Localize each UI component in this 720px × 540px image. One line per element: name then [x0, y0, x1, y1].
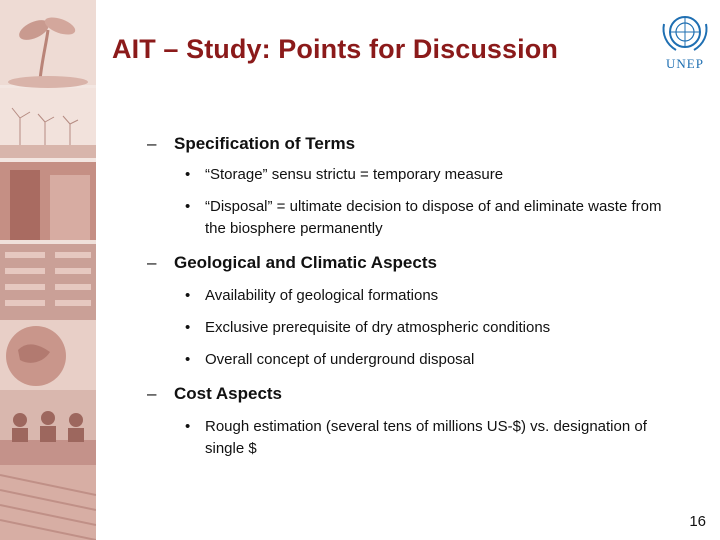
bullet-text: “Storage” sensu strictu = temporary measure — [205, 166, 504, 183]
section-heading: – Cost Aspects — [147, 384, 283, 403]
bullet-item: • “Disposal” = ultimate decision to dispose of and eliminate waste from the biosphere permanently — [185, 196, 670, 240]
bullet-item: • Availability of geological formations — [185, 285, 670, 307]
slide-title: AIT – Study: Points for Discussion — [112, 34, 558, 64]
section-heading-text: Specification of Terms — [174, 134, 356, 153]
logo-text: UNEP — [666, 56, 704, 71]
bullet-text: Availability of geological formations — [205, 287, 439, 304]
section-heading: – Geological and Climatic Aspects — [147, 253, 437, 272]
bullet-text: “Disposal” = ultimate decision to dispose of and eliminate waste from the biosphere permanently — [205, 198, 662, 237]
bullet-item: • “Storage” sensu strictu = temporary measure — [185, 164, 670, 186]
sidebar-photo-strip — [0, 0, 96, 540]
unep-logo — [654, 10, 716, 76]
section-heading-text: Cost Aspects — [174, 384, 283, 403]
bullet-item: • Rough estimation (several tens of millions US-$) vs. designation of single $ — [185, 416, 670, 460]
bullet-item: • Overall concept of underground disposal — [185, 349, 670, 371]
bullet-text: Exclusive prerequisite of dry atmospheric conditions — [205, 319, 551, 336]
bullet-text: Rough estimation (several tens of millions US-$) vs. designation of single $ — [205, 418, 647, 457]
bullet-item: • Exclusive prerequisite of dry atmospheric conditions — [185, 317, 670, 339]
bullet-text: Overall concept of underground disposal — [205, 351, 475, 368]
section-heading-text: Geological and Climatic Aspects — [174, 253, 437, 272]
un-emblem-icon — [654, 10, 716, 56]
page-number: 16 — [689, 513, 706, 530]
section-heading: – Specification of Terms — [147, 134, 356, 153]
sidebar-images — [0, 0, 96, 540]
